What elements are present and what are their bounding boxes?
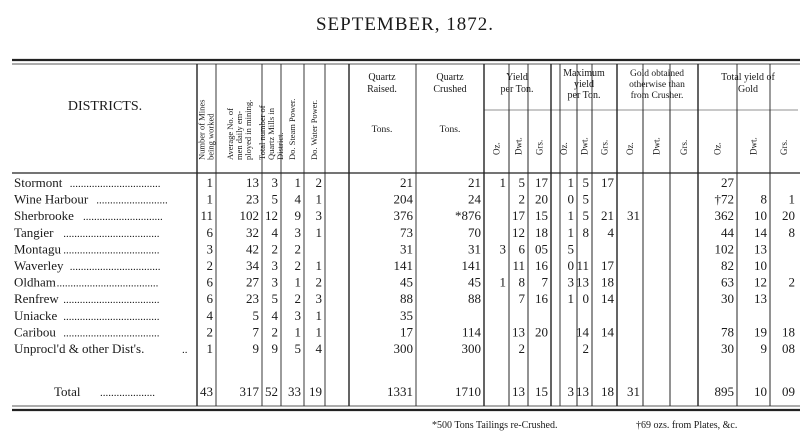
cell-mills: 12 <box>265 208 278 224</box>
cell-raised: 1331 <box>387 384 413 399</box>
header-quartz-crushed: Crushed <box>433 84 467 95</box>
cell-m-grs: 14 <box>601 324 614 340</box>
cell-t-grs: 1 <box>788 191 795 207</box>
page-title: SEPTEMBER, 1872. <box>315 14 495 35</box>
header-steam-power-line: Do. Steam Power. <box>287 98 297 160</box>
header-districts: DISTRICTS. <box>67 99 143 114</box>
cell-raised: 204 <box>393 191 413 207</box>
cell-t-oz: 78 <box>721 324 734 340</box>
cell-m-oz: 1 <box>567 175 574 190</box>
cell-water: 3 <box>315 291 322 307</box>
header-max-yield: yield <box>574 79 594 90</box>
cell-crushed: 88 <box>468 291 481 307</box>
leader-dots: .......................... <box>96 194 168 207</box>
cell-mines: 4 <box>206 307 213 323</box>
header-unit-grs: Grs. <box>679 139 689 155</box>
cell-men: 13 <box>246 175 259 190</box>
cell-crushed: 31 <box>468 241 481 257</box>
cell-g-oz: 31 <box>627 208 640 224</box>
district-name: Caribou <box>14 324 56 340</box>
cell-t-dwt: 14 <box>754 224 767 240</box>
leader-dots: .................... <box>100 387 155 399</box>
cell-crushed: 24 <box>468 191 481 207</box>
header-avg-men <box>225 100 253 160</box>
cell-steam: 2 <box>294 258 301 273</box>
cell-raised: 17 <box>400 324 413 340</box>
cell-steam: 1 <box>294 324 301 340</box>
cell-y-grs: 17 <box>535 175 548 190</box>
cell-water: 2 <box>315 274 322 290</box>
cell-t-grs: 8 <box>788 224 795 240</box>
cell-water: 1 <box>315 224 322 240</box>
cell-g-oz: 31 <box>627 384 640 399</box>
cell-mills: 5 <box>271 291 278 307</box>
cell-y-grs: 20 <box>535 191 548 207</box>
cell-m-grs: 18 <box>601 274 614 290</box>
cell-steam: 2 <box>294 241 301 257</box>
cell-mines: 1 <box>206 175 213 190</box>
header-tons: Tons. <box>371 125 393 135</box>
header-yield: Yield <box>506 72 528 83</box>
cell-t-oz: 44 <box>721 224 734 240</box>
cell-m-grs: 14 <box>601 291 614 307</box>
cell-m-oz: 5 <box>567 241 574 257</box>
cell-m-dwt: 2 <box>582 341 589 356</box>
header-quartz-raised: Raised. <box>367 84 397 95</box>
header-num-mines <box>197 100 216 160</box>
cell-men: 32 <box>246 224 259 240</box>
cell-crushed: *876 <box>455 208 481 224</box>
cell-t-dwt: 10 <box>754 208 767 224</box>
cell-steam: 3 <box>294 307 301 323</box>
cell-t-dwt: 13 <box>754 241 767 257</box>
cell-m-dwt: 8 <box>582 224 589 240</box>
cell-y-grs: 16 <box>535 258 548 273</box>
cell-crushed: 1710 <box>455 384 481 399</box>
header-total-yield: Total yield of <box>721 72 775 83</box>
cell-men: 42 <box>246 241 259 257</box>
cell-m-dwt: 5 <box>582 208 589 224</box>
header-water-power <box>309 100 319 160</box>
cell-men: 5 <box>252 307 259 323</box>
cell-t-oz: 362 <box>714 208 734 224</box>
cell-mines: 6 <box>206 291 213 307</box>
table-row <box>14 192 795 207</box>
leader-dots: ................................... <box>63 310 160 323</box>
cell-y-grs: 7 <box>541 274 548 290</box>
cell-mills: 3 <box>271 175 278 190</box>
cell-m-oz: 1 <box>567 224 574 240</box>
header-total-yield: Gold <box>738 84 758 95</box>
header-avg-men-line: ployed in mining. <box>243 99 253 160</box>
district-name: Oldham <box>14 274 56 290</box>
header-unit-dwt: Dwt. <box>651 137 662 155</box>
header-avg-men-line: Average No. of <box>225 107 235 160</box>
leader-dots: ............................. <box>83 211 163 224</box>
cell-y-dwt: 2 <box>518 341 525 356</box>
cell-men: 23 <box>246 191 259 207</box>
header-steam-power <box>287 99 297 160</box>
cell-mines: 6 <box>206 224 213 240</box>
header-quartz-crushed: Quartz <box>436 72 464 83</box>
cell-crushed: 45 <box>468 274 481 290</box>
cell-mills: 4 <box>271 307 278 323</box>
cell-water: 4 <box>315 341 322 356</box>
cell-t-dwt: 9 <box>760 341 767 356</box>
cell-mills: 9 <box>271 341 278 356</box>
table-row <box>14 324 795 339</box>
cell-y-grs: 18 <box>535 224 548 240</box>
cell-m-grs: 4 <box>607 224 614 240</box>
cell-steam: 33 <box>288 384 301 399</box>
table-row <box>14 208 795 223</box>
header-unit-oz: Oz. <box>625 142 635 155</box>
header-unit-grs: Grs. <box>534 139 545 155</box>
cell-steam: 4 <box>294 191 301 207</box>
leader-dots: ..................................... <box>56 277 159 290</box>
cell-t-grs: 20 <box>782 208 795 224</box>
cell-t-grs: 08 <box>782 341 795 356</box>
cell-m-dwt: 5 <box>582 191 589 207</box>
cell-y-dwt: 2 <box>518 191 525 207</box>
cell-t-oz: 30 <box>721 291 734 307</box>
header-max-yield: per Ton. <box>567 90 601 101</box>
cell-m-dwt: 5 <box>582 175 589 190</box>
cell-y-dwt: 13 <box>512 324 525 340</box>
header-unit-dwt: Dwt. <box>513 137 524 155</box>
cell-mines: 1 <box>206 191 213 207</box>
cell-mills: 5 <box>271 191 278 207</box>
cell-t-oz: 63 <box>721 274 734 290</box>
cell-y-dwt: 12 <box>512 224 525 240</box>
cell-m-oz: 1 <box>567 208 574 224</box>
cell-t-dwt: 12 <box>754 274 767 290</box>
cell-t-grs: 18 <box>782 324 795 340</box>
cell-t-dwt: 13 <box>754 291 767 307</box>
cell-steam: 2 <box>294 291 301 307</box>
header-unit-oz: Oz. <box>491 142 502 155</box>
table-row <box>14 258 767 273</box>
cell-water: 1 <box>315 324 322 340</box>
header-quartz-mills-line: District. <box>275 132 285 160</box>
leader-dots: ................................... <box>63 294 160 307</box>
cell-men: 27 <box>246 274 259 290</box>
cell-y-dwt: 8 <box>518 274 525 290</box>
cell-men: 102 <box>239 208 259 224</box>
district-name: Uniacke <box>14 307 58 323</box>
cell-steam: 1 <box>294 274 301 290</box>
cell-m-oz: 3 <box>567 274 574 290</box>
cell-m-oz: 1 <box>567 291 574 307</box>
header-num-mines-line: being worked <box>205 113 216 160</box>
cell-y-dwt: 7 <box>518 291 525 307</box>
cell-t-oz: 82 <box>721 258 734 273</box>
header-gold-other: otherwise than <box>629 80 685 90</box>
cell-y-oz: 1 <box>499 175 506 190</box>
cell-raised: 88 <box>400 291 413 307</box>
cell-y-oz: 1 <box>499 274 506 290</box>
cell-m-oz: 3 <box>567 384 574 399</box>
header-tons: Tons. <box>439 125 461 135</box>
district-name: Renfrew <box>14 291 59 307</box>
cell-crushed: 141 <box>461 258 481 273</box>
cell-y-grs: 05 <box>535 241 548 257</box>
table-row <box>14 341 795 356</box>
cell-m-grs: 18 <box>601 384 614 399</box>
district-name: Wine Harbour <box>14 191 89 207</box>
total-row <box>54 384 795 399</box>
cell-water: 1 <box>315 191 322 207</box>
cell-raised: 300 <box>393 341 413 356</box>
cell-crushed: 300 <box>461 341 481 356</box>
cell-y-grs: 15 <box>535 208 548 224</box>
table-row <box>14 225 795 240</box>
district-name: Total <box>54 384 81 399</box>
header-unit-oz: Oz. <box>559 142 569 155</box>
cell-m-dwt: 13 <box>576 384 589 399</box>
cell-t-dwt: 10 <box>754 258 767 273</box>
cell-mines: 2 <box>206 258 213 273</box>
district-name: Montagu <box>14 241 61 257</box>
cell-mines: 11 <box>200 208 213 224</box>
cell-steam: 5 <box>294 341 301 356</box>
cell-men: 317 <box>239 384 259 399</box>
leader-dots: ................................... <box>63 327 160 340</box>
header-unit-grs: Grs. <box>779 139 789 155</box>
cell-mills: 4 <box>271 224 278 240</box>
cell-t-oz: †72 <box>714 191 734 207</box>
district-name: Waverley <box>14 258 64 273</box>
cell-crushed: 21 <box>468 175 481 190</box>
cell-mills: 52 <box>265 384 278 399</box>
header-unit-oz: Oz. <box>712 142 723 155</box>
cell-steam: 1 <box>294 175 301 190</box>
leader-dots: ................................... <box>63 227 160 240</box>
cell-m-grs: 17 <box>601 258 614 273</box>
table-row <box>14 275 795 290</box>
header-quartz-mills-line: Total number of <box>257 105 267 160</box>
cell-mills: 2 <box>271 241 278 257</box>
leader-dots: .. <box>182 344 188 356</box>
cell-t-grs: 2 <box>788 274 795 290</box>
cell-t-dwt: 19 <box>754 324 767 340</box>
cell-men: 23 <box>246 291 259 307</box>
cell-mills: 2 <box>271 324 278 340</box>
cell-steam: 9 <box>294 208 301 224</box>
header-quartz-mills-line: Quartz Mills in <box>266 108 276 160</box>
cell-mills: 3 <box>271 258 278 273</box>
cell-y-dwt: 5 <box>518 175 525 190</box>
cell-water: 2 <box>315 175 322 190</box>
cell-m-dwt: 13 <box>576 274 589 290</box>
cell-water: 3 <box>315 208 322 224</box>
cell-t-oz: 895 <box>714 384 734 399</box>
cell-raised: 376 <box>393 208 413 224</box>
cell-m-grs: 21 <box>601 208 614 224</box>
cell-mills: 3 <box>271 274 278 290</box>
footnote-plates: †69 ozs. from Plates, &c. <box>636 420 738 431</box>
cell-y-dwt: 11 <box>512 258 525 273</box>
table-row <box>14 291 767 306</box>
table-row <box>14 175 735 190</box>
cell-men: 9 <box>252 341 259 356</box>
leader-dots: ................................... <box>63 244 160 257</box>
cell-y-grs: 15 <box>535 384 548 399</box>
cell-mines: 2 <box>206 324 213 340</box>
cell-t-dwt: 8 <box>760 191 767 207</box>
cell-crushed: 70 <box>468 224 481 240</box>
cell-mines: 3 <box>206 241 213 257</box>
header-num-mines-line: Number of Mines <box>196 99 207 160</box>
cell-m-grs: 17 <box>601 175 614 190</box>
header-quartz-raised: Quartz <box>368 72 396 83</box>
header-max-yield: Maximum <box>563 68 605 79</box>
cell-raised: 21 <box>400 175 413 190</box>
table-row <box>14 241 767 256</box>
cell-m-oz: 0 <box>567 191 574 207</box>
cell-m-dwt: 11 <box>576 258 589 273</box>
header-avg-men-line: men daily em- <box>234 110 244 160</box>
cell-t-oz: 102 <box>714 241 734 257</box>
district-name: Sherbrooke <box>14 208 74 224</box>
header-gold-other: Gold obtained <box>629 69 685 79</box>
cell-raised: 35 <box>400 307 413 323</box>
cell-y-dwt: 17 <box>512 208 525 224</box>
cell-y-oz: 3 <box>499 241 506 257</box>
cell-men: 34 <box>246 258 259 273</box>
cell-mines: 1 <box>206 341 213 356</box>
header-water-power-line: Do. Water Power. <box>309 99 319 160</box>
leader-dots: ................................. <box>69 261 161 273</box>
district-name: Stormont <box>14 175 63 190</box>
cell-water: 1 <box>315 258 322 273</box>
header-unit-grs: Grs. <box>599 139 610 155</box>
cell-y-grs: 16 <box>535 291 548 307</box>
district-name: Tangier <box>14 224 54 240</box>
cell-m-oz: 0 <box>567 258 574 273</box>
cell-mines: 6 <box>206 274 213 290</box>
cell-crushed: 114 <box>461 324 481 340</box>
cell-mines: 43 <box>200 384 213 399</box>
cell-raised: 45 <box>400 274 413 290</box>
cell-t-oz: 27 <box>721 175 734 190</box>
cell-m-dwt: 0 <box>582 291 589 307</box>
cell-raised: 73 <box>400 224 413 240</box>
cell-men: 7 <box>252 324 259 340</box>
cell-t-oz: 30 <box>721 341 734 356</box>
cell-y-grs: 20 <box>535 324 548 340</box>
header-gold-other: from Crusher. <box>630 91 684 101</box>
header-unit-dwt: Dwt. <box>579 137 590 155</box>
cell-water: 19 <box>309 384 322 399</box>
cell-t-grs: 09 <box>782 384 795 399</box>
cell-y-dwt: 6 <box>518 241 525 257</box>
district-name: Unprocl'd & other Dist's. <box>14 341 145 356</box>
cell-t-dwt: 10 <box>754 384 767 399</box>
leader-dots: ................................. <box>69 178 161 190</box>
cell-y-dwt: 13 <box>512 384 525 399</box>
header-yield: per Ton. <box>500 84 534 95</box>
cell-steam: 3 <box>294 224 301 240</box>
header-unit-dwt: Dwt. <box>748 137 759 155</box>
cell-raised: 141 <box>393 258 413 273</box>
table-row <box>14 308 413 323</box>
cell-raised: 31 <box>400 241 413 257</box>
cell-m-dwt: 14 <box>576 324 589 340</box>
cell-water: 1 <box>315 307 322 323</box>
footnote-tailings: *500 Tons Tailings re-Crushed. <box>432 420 558 431</box>
